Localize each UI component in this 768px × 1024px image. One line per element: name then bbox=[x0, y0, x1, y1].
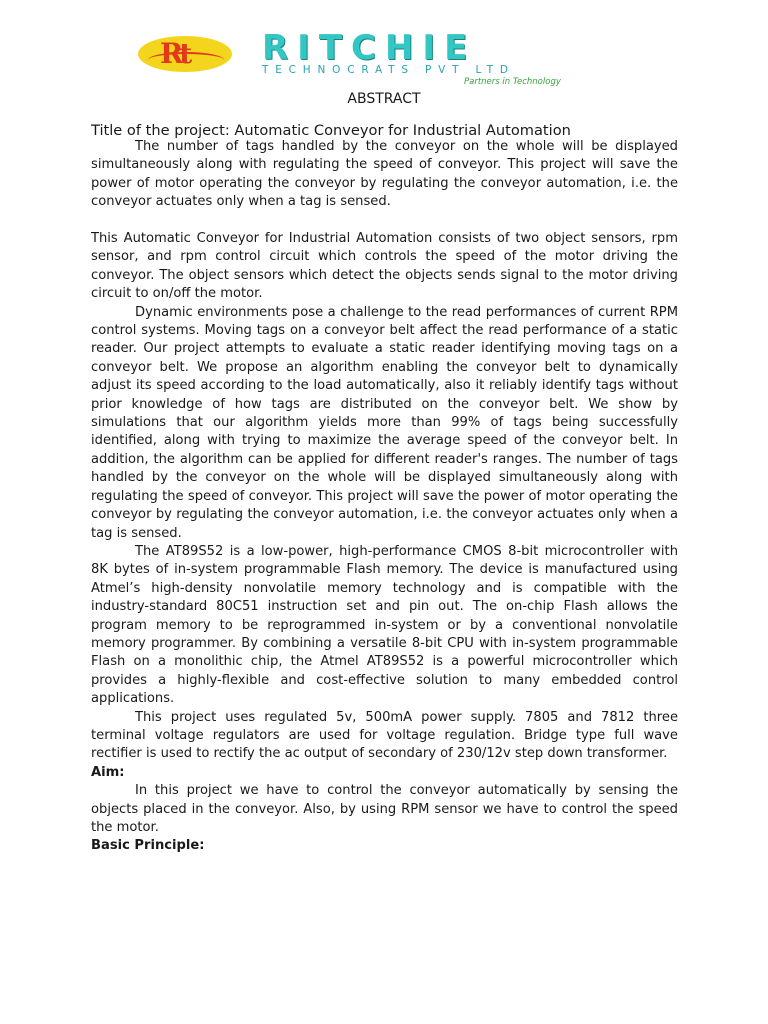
logo-company-subtitle: TECHNOCRATS PVT LTD bbox=[262, 64, 515, 76]
logo-company-name: RITCHIE bbox=[262, 28, 477, 68]
abstract-heading: ABSTRACT bbox=[347, 91, 421, 107]
aim-heading: Aim: bbox=[91, 764, 125, 780]
logo-tagline: Partners in Technology bbox=[464, 77, 561, 87]
paragraph-aim: In this project we have to control the conveyor automatically by sensing the objects placed in the conveyor. Also, by using RPM sensor we have to control the speed the motor. bbox=[91, 783, 678, 836]
abstract-body bbox=[91, 138, 678, 856]
basic-principle-heading: Basic Principle: bbox=[91, 838, 205, 854]
paragraph-dynamic-environments: Dynamic environments pose a challenge to the read performances of current RPM control systems. Moving tags on a conveyor belt affect the read performance of a static reader. Our project attempts to evaluate a static reader identifying moving tags on a conveyor belt. We propose an algorithm enabling the conveyor belt to dynamically adjust its speed according to the load automatically, also it reliably identify tags without prior knowledge of how tags are distributed on the conveyor belt. We show by simulations that our algorithm yields more than 99% of tags being successfully identified, along with trying to maximize the average speed of the conveyor belt. In addition, the algorithm can be applied for different reader's ranges. The number of tags handled by the conveyor on the whole will be displayed simultaneously along with regulating the speed of conveyor. This project will save the power of motor operating the conveyor by regulating the conveyor automation, i.e. the conveyor actuates only when a tag is sensed. bbox=[91, 304, 678, 541]
logo-emblem bbox=[138, 36, 232, 72]
project-title: Title of the project: Automatic Conveyor for Industrial Automation bbox=[91, 122, 571, 139]
paragraph-power-supply: This project uses regulated 5v, 500mA power supply. 7805 and 7812 three terminal voltage regulators are used for voltage regulation. Bridge type full wave rectifier is used to rectify the ac output of secondary of 230/12v step down transformer. bbox=[91, 709, 678, 762]
company-logo bbox=[130, 30, 625, 90]
logo-monogram: Rt bbox=[160, 37, 189, 70]
paragraph-summary: The number of tags handled by the conveyor on the whole will be displayed simultaneously along with regulating the speed of conveyor. This project will save the power of motor operating the conveyor by regulating the conveyor automation, i.e. the conveyor actuates only when a tag is sensed. bbox=[91, 139, 678, 210]
paragraph-components: This Automatic Conveyor for Industrial Automation consists of two object sensors, rpm sensor, and rpm control circuit which controls the speed of the motor driving the conveyor. The object sensors which detect the objects sends signal to the motor driving circuit to on/off the motor. bbox=[91, 231, 678, 302]
paragraph-microcontroller: The AT89S52 is a low-power, high-performance CMOS 8-bit microcontroller with 8K bytes of in-system programmable Flash memory. The device is manufactured using Atmel’s high-density nonvolatile memory technology and is compatible with the industry-standard 80C51 instruction set and pin out. The on-chip Flash allows the program memory to be reprogrammed in-system or by a conventional nonvolatile memory programmer. By combining a versatile 8-bit CPU with in-system programmable Flash on a monolithic chip, the Atmel AT89S52 is a powerful microcontroller which provides a highly-flexible and cost-effective solution to many embedded control applications. bbox=[91, 543, 678, 707]
